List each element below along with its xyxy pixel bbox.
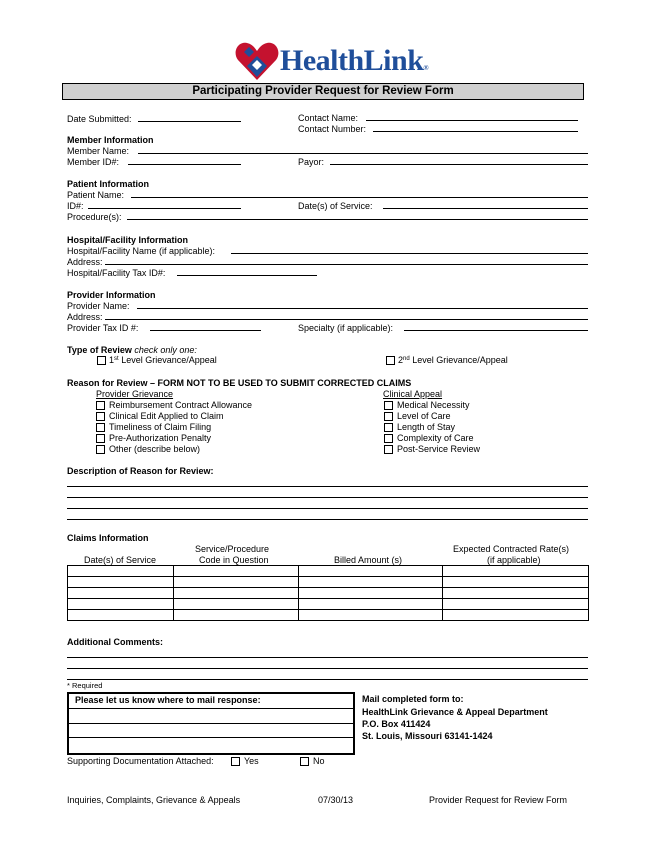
procedures-label: Procedure(s):: [67, 212, 122, 222]
table-cell[interactable]: [68, 610, 174, 621]
provider-address-field[interactable]: [105, 319, 588, 320]
complexity-checkbox[interactable]: [384, 434, 393, 443]
table-cell[interactable]: [174, 599, 299, 610]
table-cell[interactable]: [68, 588, 174, 599]
table-cell[interactable]: [299, 599, 443, 610]
grievance-item: Timeliness of Claim Filing: [109, 422, 212, 432]
member-id-label: Member ID#:: [67, 157, 120, 167]
claims-col-rate-line2: (if applicable): [487, 555, 541, 565]
required-note: * Required: [67, 681, 103, 690]
grievance-item: Other (describe below): [109, 444, 201, 454]
length-of-stay-checkbox[interactable]: [384, 423, 393, 432]
provider-address-label: Address:: [67, 312, 103, 322]
table-row: [68, 599, 589, 610]
reason-heading: Reason for Review – FORM NOT TO BE USED TO SUBMIT CORRECTED CLAIMS: [67, 378, 412, 388]
form-title: Participating Provider Request for Review Form: [62, 83, 584, 100]
table-cell[interactable]: [174, 610, 299, 621]
mail-response-line[interactable]: [69, 709, 353, 724]
clinical-edit-checkbox[interactable]: [96, 412, 105, 421]
supporting-yes-checkbox[interactable]: [231, 757, 240, 766]
facility-name-label: Hospital/Facility Name (if applicable):: [67, 246, 216, 256]
description-line[interactable]: [67, 497, 588, 498]
facility-tax-id-label: Hospital/Facility Tax ID#:: [67, 268, 166, 278]
provider-name-label: Provider Name:: [67, 301, 130, 311]
specialty-label: Specialty (if applicable):: [298, 323, 394, 333]
reimbursement-checkbox[interactable]: [96, 401, 105, 410]
facility-name-field[interactable]: [231, 253, 588, 254]
facility-heading: Hospital/Facility Information: [67, 235, 189, 245]
table-cell[interactable]: [443, 577, 589, 588]
patient-id-label: ID#:: [67, 201, 84, 211]
patient-name-label: Patient Name:: [67, 190, 125, 200]
dates-of-service-label: Date(s) of Service:: [298, 201, 373, 211]
heart-logo-icon: [235, 40, 279, 82]
appeal-item: Level of Care: [397, 411, 451, 421]
table-cell[interactable]: [68, 577, 174, 588]
table-row: [68, 577, 589, 588]
table-cell[interactable]: [174, 566, 299, 577]
table-cell[interactable]: [443, 599, 589, 610]
mail-to-line3: St. Louis, Missouri 63141-1424: [362, 731, 493, 741]
footer-left: Inquiries, Complaints, Grievance & Appeals: [67, 795, 241, 805]
mail-to-line2: P.O. Box 411424: [362, 719, 431, 729]
patient-name-field[interactable]: [131, 197, 588, 198]
medical-necessity-checkbox[interactable]: [384, 401, 393, 410]
contact-name-label: Contact Name:: [298, 113, 359, 123]
comments-line[interactable]: [67, 679, 588, 680]
table-cell[interactable]: [68, 566, 174, 577]
claims-col-billed: Billed Amount (s): [334, 555, 403, 565]
comments-line[interactable]: [67, 657, 588, 658]
timeliness-checkbox[interactable]: [96, 423, 105, 432]
supporting-docs-label: Supporting Documentation Attached:: [67, 756, 214, 766]
table-cell[interactable]: [68, 599, 174, 610]
second-level-checkbox[interactable]: [386, 356, 395, 365]
provider-grievance-heading: Provider Grievance: [96, 389, 174, 399]
claims-table: [67, 565, 589, 621]
mail-to-line1: HealthLink Grievance & Appeal Department: [362, 707, 548, 717]
claims-col-code-line1: Service/Procedure: [195, 544, 270, 554]
table-cell[interactable]: [443, 588, 589, 599]
facility-address-field[interactable]: [105, 264, 588, 265]
description-line[interactable]: [67, 519, 588, 520]
comments-heading: Additional Comments:: [67, 637, 163, 647]
grievance-item: Pre-Authorization Penalty: [109, 433, 212, 443]
description-heading: Description of Reason for Review:: [67, 466, 214, 476]
claims-col-code-line2: Code in Question: [199, 555, 269, 565]
member-name-field[interactable]: [138, 153, 588, 154]
payor-field[interactable]: [330, 164, 588, 165]
claims-heading: Claims Information: [67, 533, 149, 543]
second-level-label: 2nd Level Grievance/Appeal: [398, 355, 508, 365]
table-cell[interactable]: [299, 610, 443, 621]
table-row: [68, 588, 589, 599]
footer-date: 07/30/13: [318, 795, 354, 805]
post-service-checkbox[interactable]: [384, 445, 393, 454]
footer-right: Provider Request for Review Form: [429, 795, 568, 805]
mail-response-box: [67, 692, 355, 755]
description-line[interactable]: [67, 486, 588, 487]
appeal-item: Complexity of Care: [397, 433, 474, 443]
clinical-appeal-heading: Clinical Appeal: [383, 389, 443, 399]
contact-number-field[interactable]: [373, 131, 578, 132]
logo-text: HealthLink®: [280, 44, 429, 77]
table-cell[interactable]: [174, 577, 299, 588]
healthlink-logo: [235, 40, 429, 84]
dates-of-service-field[interactable]: [383, 208, 588, 209]
table-cell[interactable]: [299, 566, 443, 577]
facility-tax-id-field[interactable]: [177, 275, 317, 276]
table-row: [68, 566, 589, 577]
provider-tax-id-field[interactable]: [150, 330, 261, 331]
level-of-care-checkbox[interactable]: [384, 412, 393, 421]
claims-col-rate-line1: Expected Contracted Rate(s): [453, 544, 570, 554]
appeal-item: Post-Service Review: [397, 444, 481, 454]
procedures-field[interactable]: [127, 219, 588, 220]
patient-heading: Patient Information: [67, 179, 150, 189]
grievance-item: Reimbursement Contract Allowance: [109, 400, 253, 410]
appeal-item: Length of Stay: [397, 422, 456, 432]
member-heading: Member Information: [67, 135, 154, 145]
table-cell[interactable]: [299, 588, 443, 599]
review-type-heading: Type of Review check only one:: [67, 345, 197, 355]
table-cell[interactable]: [443, 610, 589, 621]
mail-response-label: Please let us know where to mail response:: [69, 694, 353, 709]
contact-number-label: Contact Number:: [298, 124, 367, 134]
claims-col-dates: Date(s) of Service: [84, 555, 157, 565]
date-submitted-label: Date Submitted:: [67, 114, 132, 124]
appeal-item: Medical Necessity: [397, 400, 470, 410]
pre-authorization-checkbox[interactable]: [96, 434, 105, 443]
supporting-no-label: No: [313, 756, 325, 766]
table-cell[interactable]: [299, 577, 443, 588]
provider-heading: Provider Information: [67, 290, 156, 300]
grievance-item: Clinical Edit Applied to Claim: [109, 411, 224, 421]
specialty-field[interactable]: [404, 330, 588, 331]
table-row: [68, 610, 589, 621]
table-cell[interactable]: [443, 566, 589, 577]
patient-id-field[interactable]: [88, 208, 241, 209]
description-line[interactable]: [67, 508, 588, 509]
mail-response-line[interactable]: [69, 738, 353, 753]
facility-address-label: Address:: [67, 257, 103, 267]
supporting-no-checkbox[interactable]: [300, 757, 309, 766]
comments-line[interactable]: [67, 668, 588, 669]
table-cell[interactable]: [174, 588, 299, 599]
date-submitted-field[interactable]: [138, 121, 241, 122]
payor-label: Payor:: [298, 157, 325, 167]
mail-response-line[interactable]: [69, 724, 353, 739]
mail-to-heading: Mail completed form to:: [362, 694, 464, 704]
member-id-field[interactable]: [128, 164, 241, 165]
supporting-yes-label: Yes: [244, 756, 259, 766]
contact-name-field[interactable]: [366, 120, 578, 121]
first-level-label: 1st Level Grievance/Appeal: [109, 355, 217, 365]
first-level-checkbox[interactable]: [97, 356, 106, 365]
member-name-label: Member Name:: [67, 146, 130, 156]
provider-tax-id-label: Provider Tax ID #:: [67, 323, 139, 333]
other-checkbox[interactable]: [96, 445, 105, 454]
provider-name-field[interactable]: [137, 308, 588, 309]
